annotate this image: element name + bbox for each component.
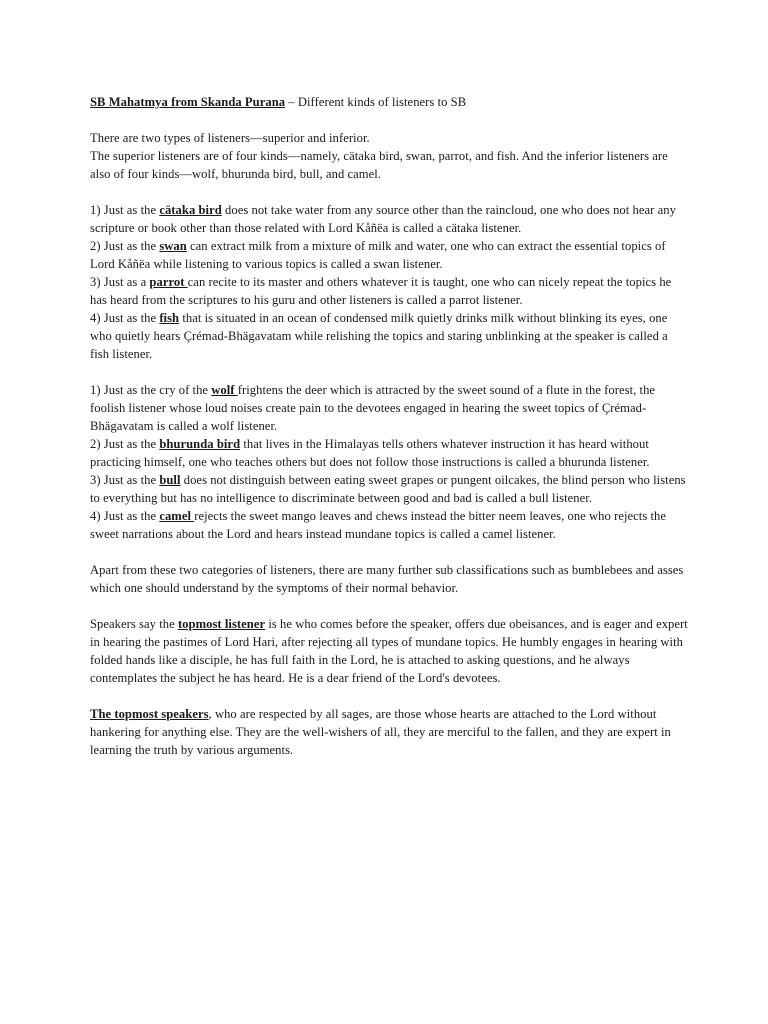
item-text: frightens the deer which is attracted by the sweet sound of a flute in the forest, the foolish listener whose loud noises create pain to the devotees engaged in hearing the sweet topics of Çrémad-Bhägavatam is called a wolf listener. xyxy=(90,383,656,433)
inferior-item-camel xyxy=(90,507,690,543)
superior-item-swan xyxy=(90,237,690,273)
paragraph-topmost-listener xyxy=(90,615,690,687)
document-body xyxy=(90,93,690,759)
inferior-item-bull xyxy=(90,471,690,507)
spacer xyxy=(90,183,690,201)
superior-item-catakabird xyxy=(90,201,690,237)
item-text: is he who comes before the speaker, offers due obeisances, and is eager and expert in hearing the pastimes of Lord Hari, after rejecting all types of mundane topics. He humbly engages in hearing with folded hands like a disciple, he has full faith in the Lord, he is attached to asking questions, and he always contemplates the subject he has heard. He is a dear friend of the Lord's devotees. xyxy=(90,617,688,685)
intro-line-1: There are two types of listeners—superior and inferior. xyxy=(90,131,370,145)
spacer xyxy=(90,111,690,129)
term-fish: fish xyxy=(159,311,180,325)
item-lead: 3) Just as the xyxy=(90,473,160,487)
superior-item-parrot xyxy=(90,273,690,309)
item-text: can recite to its master and others whatever it is taught, one who can nicely repeat the topics he has heard from the scriptures to his guru and other listeners is called a parrot listener. xyxy=(90,275,672,307)
inferior-item-bhurunda xyxy=(90,435,690,471)
spacer xyxy=(90,543,690,561)
item-text: that is situated in an ocean of condensed milk quietly drinks milk without blinking its eyes, one who quietly hears Çrémad-Bhägavatam while relishing the topics and staring unblinking at the speaker is called a fish listener. xyxy=(90,311,668,361)
paragraph-topmost-speakers xyxy=(90,705,690,759)
item-text: , who are respected by all sages, are those whose hearts are attached to the Lord without hankering for anything else. They are the well-wishers of all, they are merciful to the fallen, and they are expert in learning the truth by various arguments. xyxy=(90,707,671,757)
item-lead: 2) Just as the xyxy=(90,239,160,253)
item-lead: 3) Just as a xyxy=(90,275,150,289)
item-text: does not distinguish between eating sweet grapes or pungent oilcakes, the blind person who listens to everything but has no intelligence to discriminate between good and bad is called a bull listener. xyxy=(90,473,686,505)
superior-item-fish xyxy=(90,309,690,363)
heading-subtitle: – Different kinds of listeners to SB xyxy=(285,95,467,109)
item-lead: 2) Just as the xyxy=(90,437,160,451)
spacer xyxy=(90,687,690,705)
inferior-item-wolf xyxy=(90,381,690,435)
term-wolf: wolf xyxy=(211,383,238,397)
term-topmost-listener: topmost listener xyxy=(177,617,266,631)
spacer xyxy=(90,597,690,615)
term-parrot: parrot xyxy=(149,275,188,289)
term-bull: bull xyxy=(159,473,181,487)
item-text: rejects the sweet mango leaves and chews instead the bitter neem leaves, one who rejects the sweet narrations about the Lord and hears instead mundane topics is called a camel listener. xyxy=(90,509,667,541)
term-bhurunda-bird: bhurunda bird xyxy=(159,437,241,451)
paragraph-apart: Apart from these two categories of listeners, there are many further sub classifications such as bumblebees and asses which one should understand by the symptoms of their normal behavior. xyxy=(90,563,684,595)
spacer xyxy=(90,363,690,381)
term-cataka-bird: cätaka bird xyxy=(159,203,222,217)
term-swan: swan xyxy=(159,239,187,253)
intro-line-2: The superior listeners are of four kinds—namely, cätaka bird, swan, parrot, and fish. And the inferior listeners are also of four kinds—wolf, bhurunda bird, bull, and camel. xyxy=(90,149,668,181)
item-lead: 1) Just as the xyxy=(90,203,160,217)
item-text: that lives in the Himalayas tells others whatever instruction it has heard without practicing himself, one who teaches others but does not follow those instructions is called a bhurunda listener. xyxy=(90,437,650,469)
term-topmost-speakers: The topmost speakers xyxy=(90,707,209,721)
item-lead: 4) Just as the xyxy=(90,311,160,325)
heading-title: SB Mahatmya from Skanda Purana xyxy=(90,95,286,109)
item-lead: 1) Just as the cry of the xyxy=(90,383,212,397)
document-heading xyxy=(90,93,690,111)
item-lead: 4) Just as the xyxy=(90,509,160,523)
item-lead: Speakers say the xyxy=(90,617,178,631)
item-text: can extract milk from a mixture of milk and water, one who can extract the essential topics of Lord Kåñëa while listening to various topics is called a swan listener. xyxy=(90,239,666,271)
term-camel: camel xyxy=(159,509,195,523)
item-text: does not take water from any source other than the raincloud, one who does not hear any scripture or book other than those related with Lord Kåñëa is called a cätaka listener. xyxy=(90,203,676,235)
